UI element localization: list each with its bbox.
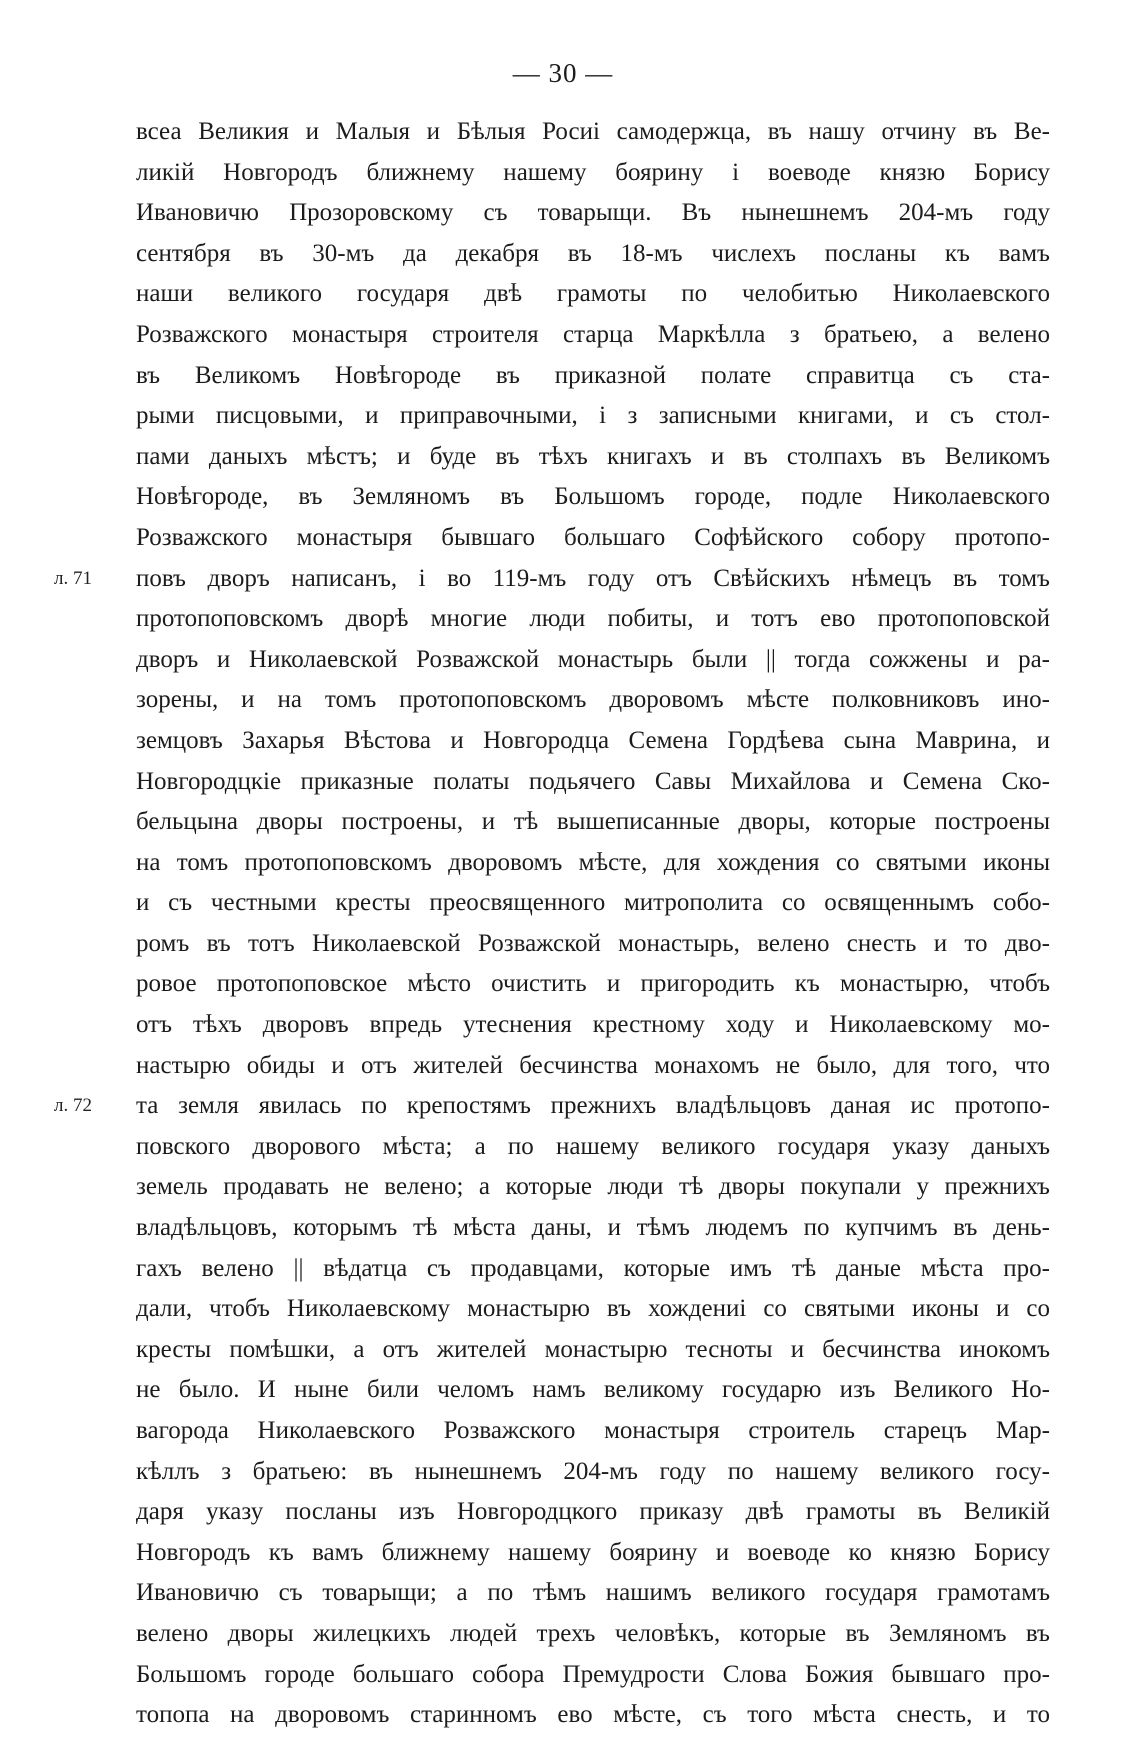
text-line: зорены, и на томъ протопоповскомъ дворовомъ мѣсте полковниковъ ино- bbox=[136, 686, 1050, 714]
text-line: рыми писцовыми, и приправочными, і з записными книгами, и съ стол- bbox=[136, 402, 1050, 430]
text-line: настырю обиды и отъ жителей бесчинства монахомъ не было, для того, что bbox=[136, 1051, 1050, 1079]
text-line: повского дворового мѣста; а по нашему великого государя указу даныхъ bbox=[136, 1132, 1050, 1160]
text-line: гахъ велено || вѣдатца съ продавцами, которые имъ тѣ даные мѣста про- bbox=[136, 1254, 1050, 1282]
document-body bbox=[136, 112, 1050, 1736]
text-line: Новѣгороде, въ Земляномъ въ Большомъ городе, подле Николаевского bbox=[136, 483, 1050, 511]
text-line: протопоповскомъ дворѣ многие люди побиты, и тотъ ево протопоповской bbox=[136, 605, 1050, 633]
text-line: ромъ въ тотъ Николаевской Розважской монастырь, велено снесть и то дво- bbox=[136, 929, 1050, 957]
text-line: Ивановичю съ товарыщи; а по тѣмъ нашимъ великого государя грамотамъ bbox=[136, 1579, 1050, 1607]
text-line: Ивановичю Прозоровскому съ товарыщи. Въ нынешнемъ 204-мъ году bbox=[136, 199, 1050, 227]
text-line: та земля явилась по крепостямъ прежнихъ владѣльцовъ даная ис протопо- bbox=[136, 1092, 1050, 1120]
text-line: Розважского монастыря бывшаго большаго Софѣйского собору протопо- bbox=[136, 523, 1050, 551]
text-line: земцовъ Захарья Вѣстова и Новгородца Семена Гордѣева сына Маврина, и bbox=[136, 726, 1050, 754]
text-line: повъ дворъ написанъ, і во 119-мъ году отъ Свѣйскихъ нѣмецъ въ томъ bbox=[136, 564, 1050, 592]
text-line: дворъ и Николаевской Розважской монастырь были || тогда сожжены и ра- bbox=[136, 645, 1050, 673]
text-line: Новгородъ къ вамъ ближнему нашему боярину и воеводе ко князю Борису bbox=[136, 1538, 1050, 1566]
text-line: ровое протопоповское мѣсто очистить и пригородить къ монастырю, чтобъ bbox=[136, 970, 1050, 998]
text-line: въ Великомъ Новѣгороде въ приказной полате справитца съ ста- bbox=[136, 361, 1050, 389]
text-line: владѣльцовъ, которымъ тѣ мѣста даны, и тѣмъ людемъ по купчимъ въ день- bbox=[136, 1214, 1050, 1242]
text-line: Розважского монастыря строителя старца Маркѣлла з братьею, а велено bbox=[136, 320, 1050, 348]
text-line: кресты помѣшки, а отъ жителей монастырю тесноты и бесчинства инокомъ bbox=[136, 1335, 1050, 1363]
text-line: Большомъ городе большаго собора Премудрости Слова Божия бывшаго про- bbox=[136, 1660, 1050, 1688]
text-line: всеа Великия и Малыя и Бѣлыя Росиі самодержца, въ нашу отчину въ Ве- bbox=[136, 118, 1050, 145]
page-number: — 30 — bbox=[512, 58, 614, 88]
text-line: топопа на дворовомъ старинномъ ево мѣсте, съ того мѣста снесть, и то bbox=[136, 1701, 1050, 1729]
text-line: пами даныхъ мѣстъ; и буде въ тѣхъ книгахъ и въ столпахъ въ Великомъ bbox=[136, 442, 1050, 470]
text-line: дали, чтобъ Николаевскому монастырю въ хождениі со святыми иконы и со bbox=[136, 1295, 1050, 1323]
text-line: отъ тѣхъ дворовъ впредь утеснения крестному ходу и Николаевскому мо- bbox=[136, 1011, 1050, 1039]
text-line: земель продавать не велено; а которые люди тѣ дворы покупали у прежнихъ bbox=[136, 1173, 1050, 1201]
text-line: бельцына дворы построены, и тѣ вышеписанные дворы, которые построены bbox=[136, 808, 1050, 836]
text-line: не было. И ныне били челомъ намъ великому государю изъ Великого Но- bbox=[136, 1376, 1050, 1404]
text-line: даря указу посланы изъ Новгородцкого приказу двѣ грамоты въ Великій bbox=[136, 1498, 1050, 1526]
text-line: велено дворы жилецкихъ людей трехъ человѣкъ, которые въ Земляномъ въ bbox=[136, 1619, 1050, 1647]
text-line: наши великого государя двѣ грамоты по челобитью Николаевского bbox=[136, 280, 1050, 308]
text-line: Новгородцкіе приказные полаты подьячего Савы Михайлова и Семена Ско- bbox=[136, 767, 1050, 795]
text-line: ликій Новгородъ ближнему нашему боярину і воеводе князю Борису bbox=[136, 158, 1050, 186]
folio-margin-note: л. 71 bbox=[54, 567, 92, 589]
text-line: сентября въ 30-мъ да декабря въ 18-мъ числехъ посланы къ вамъ bbox=[136, 239, 1050, 267]
folio-margin-note: л. 72 bbox=[54, 1095, 92, 1117]
text-line: кѣллъ з братьею: въ нынешнемъ 204-мъ году по нашему великого госу- bbox=[136, 1457, 1050, 1485]
text-line: и съ честными кресты преосвященного митрополита со освященнымъ собо- bbox=[136, 889, 1050, 917]
text-line: на томъ протопоповскомъ дворовомъ мѣсте, для хождения со святыми иконы bbox=[136, 848, 1050, 876]
text-line: вагорода Николаевского Розважского монастыря строитель старецъ Мар- bbox=[136, 1417, 1050, 1444]
